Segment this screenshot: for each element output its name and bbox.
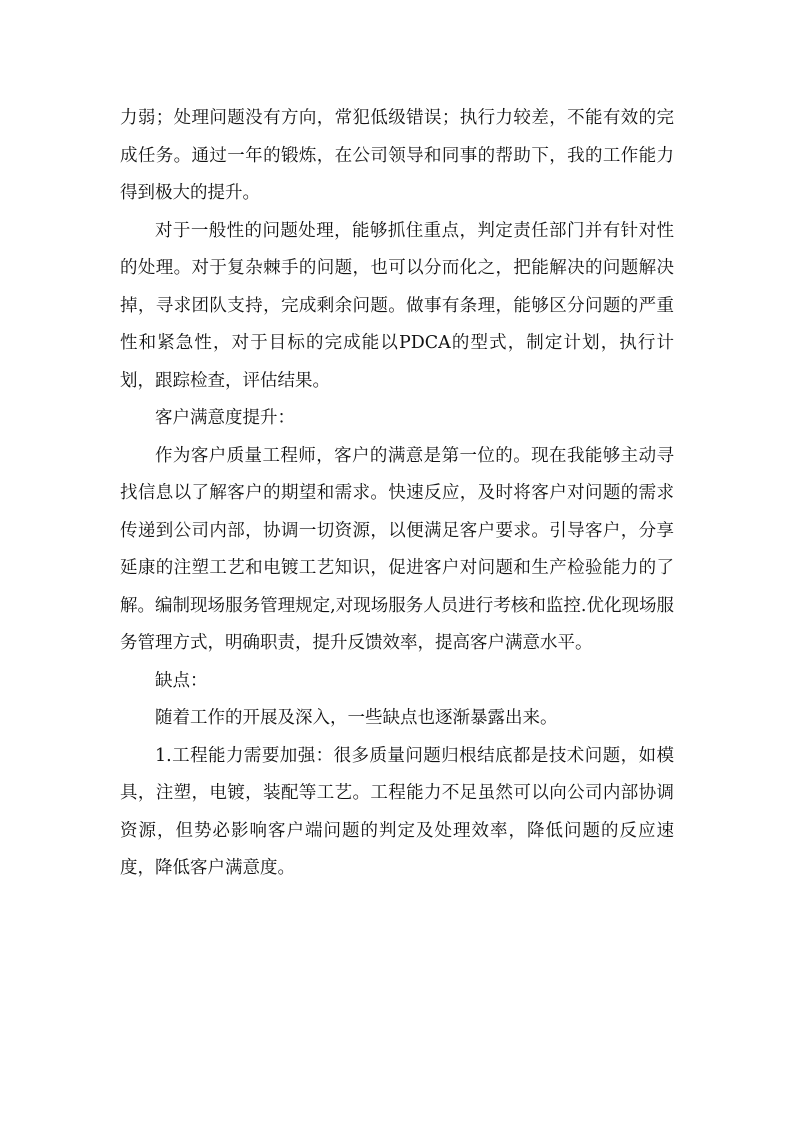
heading-customer-satisfaction: 客户满意度提升： (155, 408, 295, 428)
paragraph-work-ability: 力弱；处理问题没有方向，常犯低级错误；执行力较差，不能有效的完成任务。通过一年的锻炼，在公司领导和同事的帮助下，我的工作能力得到极大的提升。 (120, 108, 674, 203)
paragraph-problem-handling: 对于一般性的问题处理，能够抓住重点，判定责任部门并有针对性的处理。对于复杂棘手的问题，也可以分而化之，把能解决的问题解决掉，寻求团队支持，完成剩余问题。做事有条理，能够区分问题的严重性和紧急性，对于目标的完成能以PDCA的型式，制定计划，执行计划，跟踪检查，评估结果。 (120, 220, 674, 391)
paragraph-engineering-ability: 1.工程能力需要加强：很多质量问题归根结底都是技术问题，如模具，注塑，电镀，装配等工艺。工程能力不足虽然可以向公司内部协调资源，但势必影响客户端问题的判定及处理效率，降低问题的反应速度，降低客户满意度。 (120, 745, 674, 878)
paragraph-customer-quality: 作为客户质量工程师，客户的满意是第一位的。现在我能够主动寻找信息以了解客户的期望和需求。快速反应，及时将客户对问题的需求传递到公司内部，协调一切资源，以便满足客户要求。引导客户，分享延康的注塑工艺和电镀工艺知识，促进客户对问题和生产检验能力的了解。编制现场服务管理规定,对现场服务人员进行考核和监控.优化现场服务管理方式，明确职责，提升反馈效率，提高客户满意水平。 (120, 445, 674, 653)
document-page (120, 100, 674, 888)
paragraph-shortcomings-intro: 随着工作的开展及深入，一些缺点也逐渐暴露出来。 (155, 708, 558, 728)
heading-shortcomings: 缺点： (155, 670, 208, 691)
